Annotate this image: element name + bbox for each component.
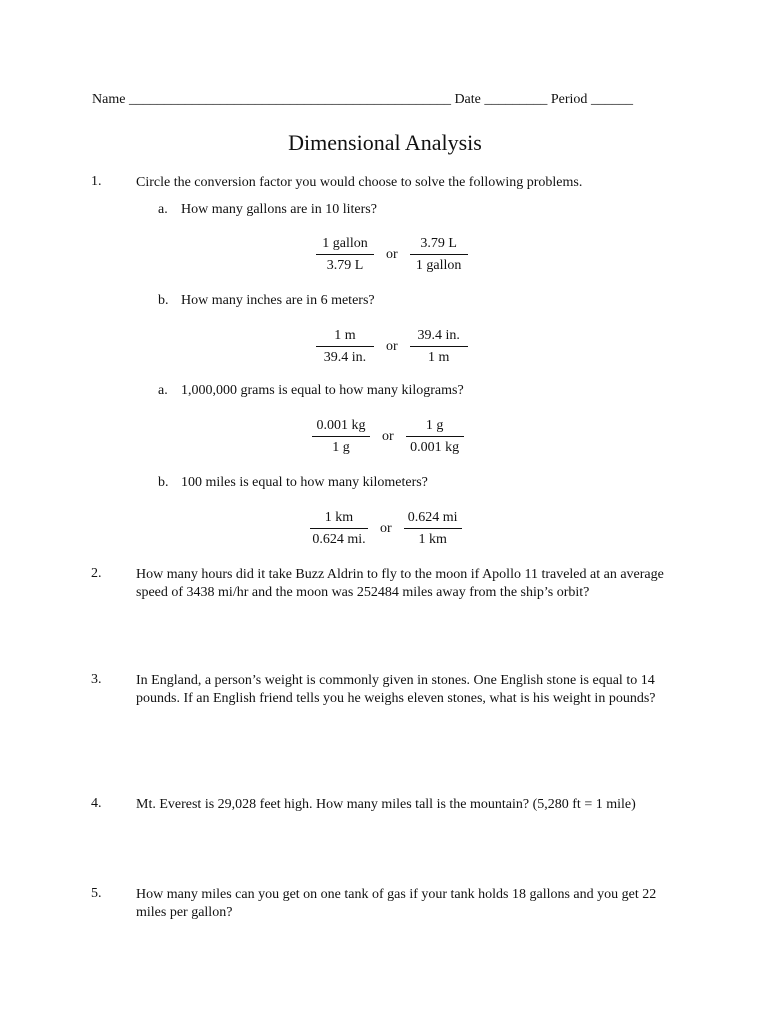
fraction-numerator: 39.4 in. xyxy=(410,328,468,347)
or-text: or xyxy=(380,521,392,536)
question-3-number: 3. xyxy=(91,672,102,687)
fraction-denominator: 39.4 in. xyxy=(323,350,367,365)
fraction-numerator: 1 gallon xyxy=(316,236,374,255)
fraction-denominator: 1 gallon xyxy=(415,258,462,273)
conversion-factor-left[interactable] xyxy=(316,328,374,366)
question-2-number: 2. xyxy=(91,566,102,581)
question-4-number: 4. xyxy=(91,796,102,811)
conversion-factor-right[interactable] xyxy=(404,510,462,548)
fraction-denominator: 1 km xyxy=(418,532,447,547)
fraction-numerator: 1 g xyxy=(406,418,464,437)
conversion-factor-right[interactable] xyxy=(410,236,468,274)
fraction-numerator: 1 km xyxy=(310,510,368,529)
header-line xyxy=(92,92,633,108)
part-1d-choices xyxy=(310,510,462,548)
fraction-numerator: 0.001 kg xyxy=(312,418,370,437)
period-blank[interactable]: ______ xyxy=(590,92,633,107)
question-2-text: How many hours did it take Buzz Aldrin to fly to the moon if Apollo 11 traveled at an average speed of 3438 mi/hr and the moon was 252484 miles away from the ship’s orbit? xyxy=(136,567,664,600)
page-title: Dimensional Analysis xyxy=(288,130,482,155)
conversion-factor-right[interactable] xyxy=(410,328,468,366)
fraction-denominator: 1 m xyxy=(427,350,450,365)
fraction-numerator: 0.624 mi xyxy=(404,510,462,529)
or-text: or xyxy=(382,429,394,444)
or-text: or xyxy=(386,247,398,262)
part-1d-label: b. xyxy=(158,475,169,490)
fraction-denominator: 0.001 kg xyxy=(410,440,460,455)
conversion-factor-left[interactable] xyxy=(312,418,370,456)
fraction-denominator: 1 g xyxy=(332,440,350,455)
question-1-number: 1. xyxy=(91,174,102,189)
part-1b-choices xyxy=(316,328,468,366)
date-blank[interactable]: _________ xyxy=(484,92,548,107)
fraction-denominator: 3.79 L xyxy=(326,258,364,273)
or-text: or xyxy=(386,339,398,354)
part-1d-text: 100 miles is equal to how many kilometers? xyxy=(181,475,428,490)
date-label: Date xyxy=(454,92,481,107)
part-1b-label: b. xyxy=(158,293,169,308)
part-1b-text: How many inches are in 6 meters? xyxy=(181,293,375,308)
part-1a-choices xyxy=(316,236,468,274)
question-5-number: 5. xyxy=(91,886,102,901)
question-1-text: Circle the conversion factor you would choose to solve the following problems. xyxy=(136,175,583,190)
conversion-factor-left[interactable] xyxy=(310,510,368,548)
fraction-numerator: 1 m xyxy=(316,328,374,347)
part-1c-label: a. xyxy=(158,383,168,398)
name-label: Name xyxy=(92,92,126,107)
question-5-text: How many miles can you get on one tank of gas if your tank holds 18 gallons and you get 22 miles per gallon? xyxy=(136,887,657,920)
part-1a-label: a. xyxy=(158,202,168,217)
part-1c-text: 1,000,000 grams is equal to how many kilograms? xyxy=(181,383,464,398)
conversion-factor-left[interactable] xyxy=(316,236,374,274)
question-4-text: Mt. Everest is 29,028 feet high. How many miles tall is the mountain? (5,280 ft = 1 mile) xyxy=(136,797,636,812)
period-label: Period xyxy=(550,92,588,107)
part-1a-text: How many gallons are in 10 liters? xyxy=(181,202,377,217)
question-3-text: In England, a person’s weight is commonly given in stones. One English stone is equal to 14 pounds. If an English friend tells you he weighs eleven stones, what is his weight in pounds? xyxy=(136,673,656,706)
part-1c-choices xyxy=(312,418,464,456)
name-blank[interactable]: ______________________________________________ xyxy=(128,92,451,107)
fraction-denominator: 0.624 mi. xyxy=(312,532,366,547)
conversion-factor-right[interactable] xyxy=(406,418,464,456)
fraction-numerator: 3.79 L xyxy=(410,236,468,255)
